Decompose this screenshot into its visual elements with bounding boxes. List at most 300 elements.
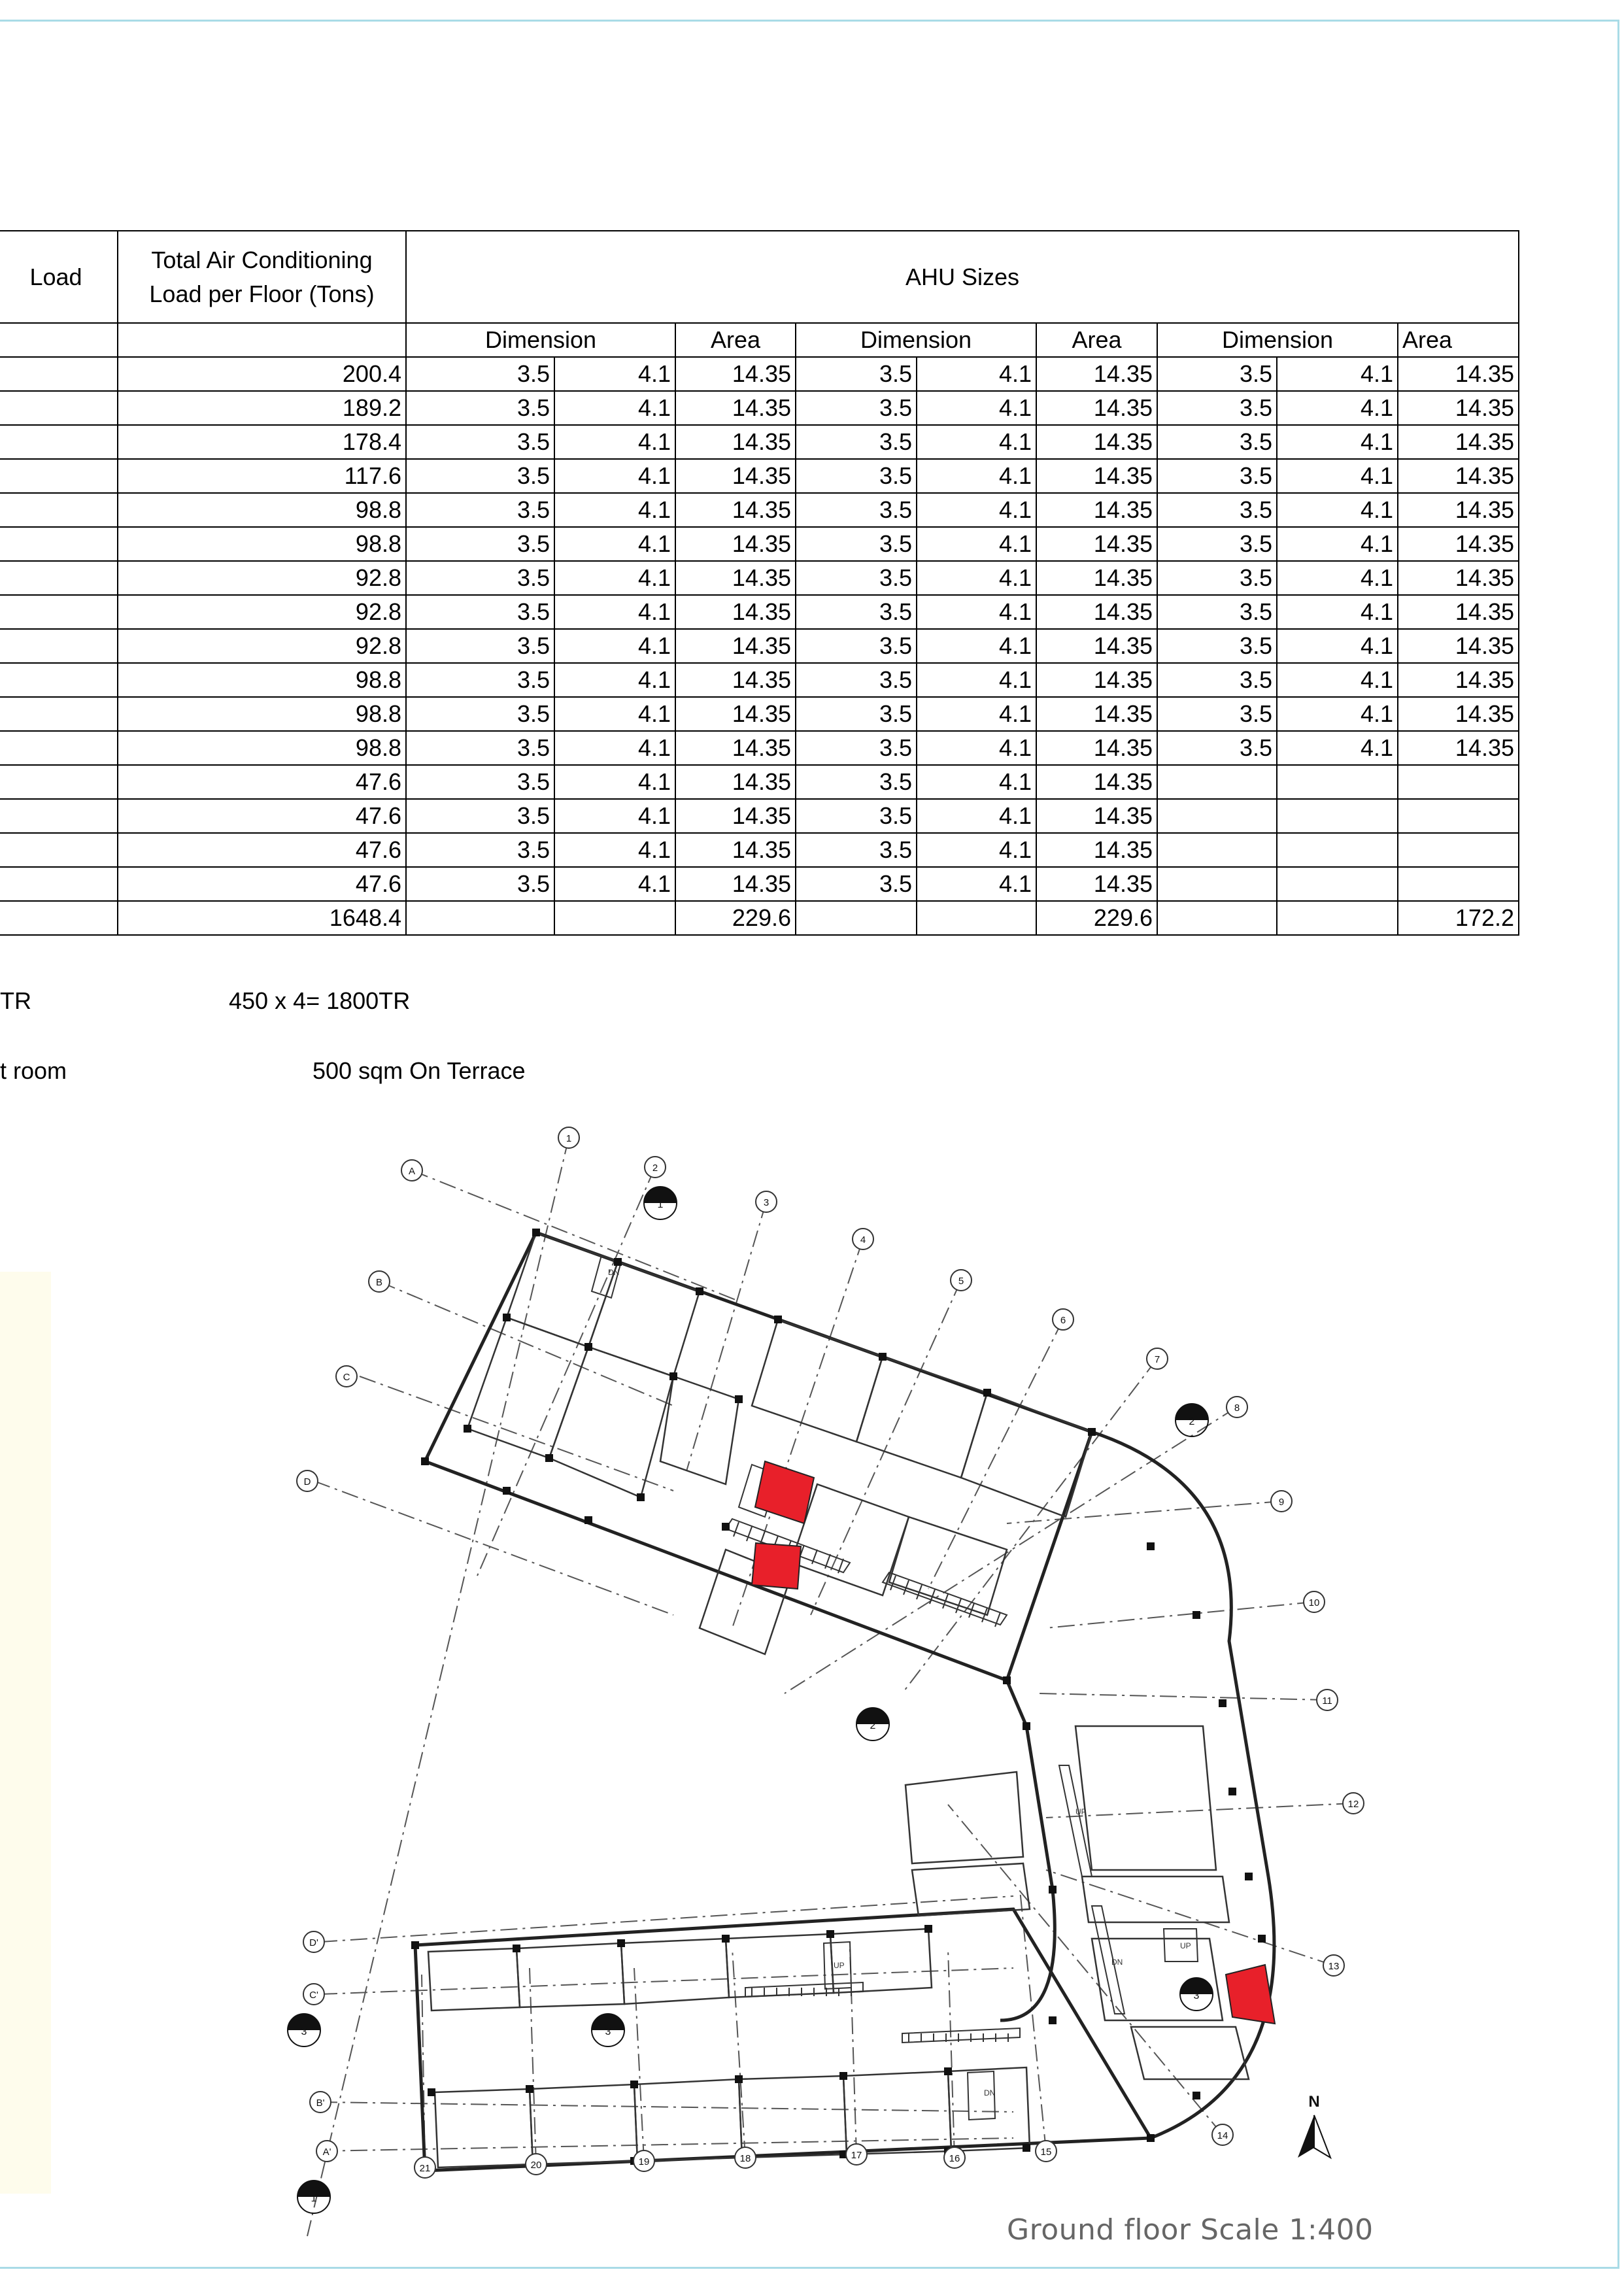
table-cell: 3.5: [796, 425, 917, 459]
column: [826, 1930, 834, 1938]
table-cell: 3.5: [796, 799, 917, 833]
table-cell: 47.6: [118, 833, 406, 867]
stair-label: UP: [834, 1961, 845, 1970]
grid-bubble-label: A': [322, 2147, 331, 2158]
grid-bubble-label: 20: [530, 2160, 542, 2171]
table-cell: 3.5: [406, 799, 554, 833]
ahu-room: [1226, 1965, 1275, 2024]
table-row: [0, 867, 1519, 901]
table-cell: 3.5: [406, 493, 554, 527]
table-cell: [1277, 765, 1398, 799]
table-cell: 4.1: [917, 765, 1036, 799]
table-cell: 4.1: [554, 527, 675, 561]
row-load-cell: [0, 425, 118, 459]
total-cell: [917, 901, 1036, 935]
table-cell: 3.5: [1157, 425, 1277, 459]
table-cell: [1157, 867, 1277, 901]
table-cell: 4.1: [554, 765, 675, 799]
column: [1147, 1542, 1155, 1550]
grid-bubble-label: 14: [1217, 2130, 1228, 2141]
table-cell: 14.35: [1398, 595, 1519, 629]
subheader-cell: Dimension: [796, 323, 1036, 357]
row-load-cell: [0, 595, 118, 629]
grid-line-5: [811, 1280, 961, 1615]
room: [961, 1393, 1092, 1517]
grid-line-letter: [412, 1170, 739, 1301]
table-cell: 14.35: [1036, 561, 1157, 595]
grid-line-9: [1007, 1501, 1281, 1523]
table-cell: 3.5: [1157, 731, 1277, 765]
table-cell: [1157, 765, 1277, 799]
table-cell: 14.35: [675, 595, 796, 629]
table-cell: 4.1: [917, 799, 1036, 833]
table-cell: 3.5: [406, 629, 554, 663]
escalator: [902, 2028, 1020, 2043]
grid-line-letter: [320, 1896, 1013, 1942]
table-cell: 4.1: [917, 595, 1036, 629]
grid-bubble-label: 13: [1328, 1961, 1340, 1972]
table-cell: 14.35: [1036, 357, 1157, 391]
table-subheader-row: [0, 323, 1519, 357]
column: [545, 1454, 553, 1462]
grid-bubble-label: 3: [763, 1197, 770, 1208]
table-cell: 3.5: [406, 391, 554, 425]
grid-bubble-label: 15: [1040, 2147, 1052, 2158]
column: [983, 1389, 991, 1397]
header-ahu-sizes: AHU Sizes: [406, 231, 1519, 323]
table-cell: 4.1: [554, 357, 675, 391]
table-cell: 3.5: [796, 391, 917, 425]
table-cell: 3.5: [406, 697, 554, 731]
grid-bubble-label: 9: [1278, 1497, 1285, 1508]
table-cell: 14.35: [675, 391, 796, 425]
table-cell: 4.1: [917, 629, 1036, 663]
grid-line-14: [948, 1805, 1223, 2135]
table-row: [0, 765, 1519, 799]
upper-wing-wall: [425, 1232, 1092, 1680]
table-cell: 4.1: [1277, 493, 1398, 527]
grid-bubble-label: D': [309, 1937, 318, 1948]
table-cell: 14.35: [675, 629, 796, 663]
table-cell: 3.5: [406, 459, 554, 493]
column: [1023, 2144, 1030, 2152]
table-cell: 4.1: [917, 731, 1036, 765]
table-cell: 98.8: [118, 697, 406, 731]
row-load-cell: [0, 629, 118, 663]
column: [722, 1935, 730, 1943]
room: [530, 2084, 637, 2164]
table-cell: 14.35: [1036, 765, 1157, 799]
grid-line-12: [1046, 1803, 1353, 1818]
table-cell: 200.4: [118, 357, 406, 391]
stair-label: DN: [1111, 1958, 1123, 1967]
grid-bubble-label: D: [303, 1476, 311, 1487]
row-load-cell: [0, 459, 118, 493]
table-cell: 4.1: [554, 629, 675, 663]
table-cell: 3.5: [1157, 561, 1277, 595]
table-cell: 3.5: [406, 357, 554, 391]
total-cell: 229.6: [675, 901, 796, 935]
table-cell: [1157, 799, 1277, 833]
north-arrow-icon: [1298, 2115, 1314, 2158]
column: [584, 1343, 592, 1351]
table-cell: 3.5: [406, 765, 554, 799]
column: [1193, 1611, 1200, 1619]
table-cell: 4.1: [1277, 391, 1398, 425]
column: [411, 1941, 419, 1949]
section-marker-label: 2: [870, 1720, 876, 1731]
table-cell: 4.1: [917, 391, 1036, 425]
table-cell: 3.5: [406, 527, 554, 561]
table-cell: 14.35: [675, 765, 796, 799]
table-cell: 4.1: [1277, 561, 1398, 595]
ahu-room: [755, 1461, 814, 1523]
total-cell: 229.6: [1036, 901, 1157, 935]
table-row: [0, 561, 1519, 595]
table-cell: 3.5: [406, 731, 554, 765]
table-cell: 14.35: [1036, 833, 1157, 867]
table-cell: 4.1: [554, 697, 675, 731]
table-cell: 4.1: [917, 867, 1036, 901]
table-cell: 3.5: [796, 867, 917, 901]
table-cell: 14.35: [675, 459, 796, 493]
row-load-cell: [0, 561, 118, 595]
grid-bubble-label: C': [309, 1990, 318, 2001]
room: [435, 2089, 533, 2167]
table-cell: 14.35: [675, 799, 796, 833]
table-row: [0, 595, 1519, 629]
table-cell: 3.5: [406, 833, 554, 867]
room: [516, 1943, 624, 2007]
table-cell: 14.35: [1036, 663, 1157, 697]
table-cell: 92.8: [118, 561, 406, 595]
grid-line-11: [1040, 1693, 1327, 1700]
column: [735, 2075, 743, 2083]
column: [1258, 1935, 1266, 1943]
column: [637, 1493, 645, 1501]
table-cell: 14.35: [1398, 493, 1519, 527]
row-load-cell: [0, 731, 118, 765]
grid-line-letter: [379, 1282, 673, 1406]
column: [774, 1316, 782, 1323]
table-cell: 3.5: [796, 595, 917, 629]
table-cell: 3.5: [796, 697, 917, 731]
table-cell: 14.35: [1398, 731, 1519, 765]
table-cell: 4.1: [917, 561, 1036, 595]
grid-bubble-label: 2: [652, 1163, 658, 1174]
side-panel: [0, 1272, 51, 2194]
grid-line-letter: [320, 1968, 1013, 1994]
table-cell: 14.35: [675, 867, 796, 901]
table-cell: 3.5: [406, 425, 554, 459]
table-cell: 14.35: [675, 731, 796, 765]
table-row: [0, 663, 1519, 697]
note-line2-left: t room: [0, 1057, 67, 1084]
column: [630, 2081, 638, 2088]
column: [696, 1287, 703, 1295]
grid-bubble-label: 5: [958, 1276, 964, 1287]
column: [1049, 1886, 1057, 1894]
room: [889, 1517, 1007, 1615]
table-cell: 4.1: [554, 493, 675, 527]
column: [1228, 1788, 1236, 1795]
table-cell: 3.5: [1157, 595, 1277, 629]
table-cell: 98.8: [118, 527, 406, 561]
room: [843, 2071, 951, 2154]
column: [1049, 2016, 1057, 2024]
total-load-cell: [0, 901, 118, 935]
header-total-load-text: Total Air Conditioning Load per Floor (Tons): [149, 246, 375, 307]
table-cell: 47.6: [118, 765, 406, 799]
grid-bubble-label: 12: [1347, 1799, 1359, 1810]
escalator-step: [747, 1527, 752, 1541]
column: [1088, 1428, 1096, 1436]
room: [1131, 2027, 1249, 2079]
table-cell: 189.2: [118, 391, 406, 425]
column: [924, 1925, 932, 1933]
header-load: Load: [0, 231, 118, 323]
room: [856, 1357, 987, 1478]
grid-bubble-label: 18: [739, 2153, 751, 2164]
ahu-room: [752, 1543, 801, 1589]
curved-outer-wall: [1092, 1432, 1274, 2138]
column: [421, 1457, 429, 1465]
room: [621, 1939, 729, 2004]
table-row: [0, 697, 1519, 731]
table-cell: 4.1: [917, 425, 1036, 459]
column: [532, 1229, 540, 1236]
escalator-step: [734, 1522, 739, 1537]
north-arrow-outline: [1314, 2115, 1330, 2158]
table-row: [0, 493, 1519, 527]
table-cell: 4.1: [917, 527, 1036, 561]
table-cell: 14.35: [675, 527, 796, 561]
table-cell: 3.5: [796, 663, 917, 697]
table-cell: 14.35: [1036, 391, 1157, 425]
table-cell: 3.5: [406, 663, 554, 697]
table-cell: 14.35: [1036, 629, 1157, 663]
note-line2-right: 500 sqm On Terrace: [313, 1057, 526, 1084]
table-cell: 4.1: [1277, 629, 1398, 663]
room: [428, 1948, 520, 2011]
total-cell: [1277, 901, 1398, 935]
table-cell: 3.5: [796, 765, 917, 799]
room: [726, 1934, 834, 1997]
table-cell: 14.35: [675, 697, 796, 731]
total-cell: [796, 901, 917, 935]
room: [1075, 1726, 1216, 1870]
table-cell: 14.35: [1398, 357, 1519, 391]
table-cell: [1398, 867, 1519, 901]
table-cell: 4.1: [554, 595, 675, 629]
table-row: [0, 833, 1519, 867]
column: [513, 1945, 520, 1952]
note-line1-left: TR: [0, 987, 31, 1014]
subheader-cell: Dimension: [1157, 323, 1398, 357]
column: [1147, 2134, 1155, 2142]
table-cell: 4.1: [554, 561, 675, 595]
table-cell: 92.8: [118, 595, 406, 629]
table-cell: 3.5: [406, 561, 554, 595]
table-cell: 4.1: [554, 425, 675, 459]
grid-line-16: [948, 1948, 955, 2158]
table-cell: 92.8: [118, 629, 406, 663]
column: [584, 1516, 592, 1524]
table-cell: 4.1: [554, 391, 675, 425]
table-cell: 3.5: [796, 731, 917, 765]
table-cell: 4.1: [554, 867, 675, 901]
subheader-cell: Area: [1036, 323, 1157, 357]
column: [669, 1372, 677, 1380]
section-marker-label: 3: [1193, 1990, 1200, 2001]
table-cell: 3.5: [796, 493, 917, 527]
table-cell: 14.35: [675, 561, 796, 595]
stair-label: DN: [984, 2088, 996, 2098]
table-cell: [1398, 765, 1519, 799]
table-header-row: [0, 231, 1519, 323]
table-cell: 14.35: [1398, 391, 1519, 425]
table-cell: 14.35: [675, 425, 796, 459]
room: [905, 1772, 1023, 1863]
grid-bubble-label: 10: [1308, 1597, 1320, 1608]
table-cell: 4.1: [1277, 731, 1398, 765]
grid-bubble-label: 17: [851, 2150, 862, 2161]
column: [839, 2072, 847, 2080]
room: [739, 2076, 847, 2158]
grid-bubble-label: 16: [949, 2153, 960, 2164]
grid-bubble-label: 19: [638, 2156, 650, 2167]
room: [752, 1319, 883, 1442]
table-cell: 14.35: [1036, 493, 1157, 527]
table-row: [0, 357, 1519, 391]
table-cell: [1277, 833, 1398, 867]
grid-line-1: [307, 1138, 569, 2236]
table-cell: 117.6: [118, 459, 406, 493]
row-load-cell: [0, 527, 118, 561]
grid-line-18: [732, 1948, 745, 2158]
table-cell: 4.1: [917, 357, 1036, 391]
table-cell: 4.1: [1277, 595, 1398, 629]
column: [735, 1395, 743, 1403]
column: [722, 1523, 730, 1531]
table-row: [0, 731, 1519, 765]
column: [526, 2085, 533, 2093]
grid-bubble-label: B: [375, 1277, 383, 1288]
table-cell: 4.1: [554, 459, 675, 493]
table-cell: 14.35: [1036, 425, 1157, 459]
row-load-cell: [0, 765, 118, 799]
grid-bubble-label: C: [343, 1372, 350, 1383]
table-cell: 3.5: [796, 629, 917, 663]
grid-line-3: [686, 1202, 766, 1471]
total-cell: 172.2: [1398, 901, 1519, 935]
table-cell: 3.5: [796, 833, 917, 867]
row-load-cell: [0, 867, 118, 901]
table-row: [0, 425, 1519, 459]
table-cell: 3.5: [406, 867, 554, 901]
column: [614, 1258, 622, 1266]
grid-line-6: [928, 1319, 1063, 1589]
table-cell: 14.35: [675, 833, 796, 867]
grid-bubble-label: 8: [1234, 1402, 1240, 1414]
escalator: [745, 1982, 863, 1997]
table-row: [0, 391, 1519, 425]
table-cell: 14.35: [1398, 663, 1519, 697]
table-cell: 98.8: [118, 663, 406, 697]
grid-bubble-label: 1: [566, 1133, 572, 1144]
column: [503, 1314, 511, 1321]
table-cell: 14.35: [1036, 459, 1157, 493]
table-cell: 4.1: [554, 799, 675, 833]
row-load-cell: [0, 833, 118, 867]
table-cell: 14.35: [675, 357, 796, 391]
table-cell: [1398, 799, 1519, 833]
room: [588, 1262, 700, 1376]
table-cell: [1277, 867, 1398, 901]
row-load-cell: [0, 357, 118, 391]
total-cell: [554, 901, 675, 935]
table-cell: 4.1: [554, 731, 675, 765]
table-cell: [1398, 833, 1519, 867]
table-cell: 4.1: [1277, 527, 1398, 561]
table-cell: 14.35: [1036, 731, 1157, 765]
column: [1193, 2092, 1200, 2099]
table-cell: 3.5: [1157, 493, 1277, 527]
table-cell: 14.35: [1398, 697, 1519, 731]
table-cell: 14.35: [675, 663, 796, 697]
table-cell: 4.1: [917, 459, 1036, 493]
table-cell: 14.35: [1398, 527, 1519, 561]
table-cell: 3.5: [796, 561, 917, 595]
table-total-row: [0, 901, 1519, 935]
plan-caption: Ground floor Scale 1:400: [1007, 2213, 1374, 2247]
table-cell: 4.1: [554, 663, 675, 697]
table-cell: 47.6: [118, 799, 406, 833]
section-marker-label: 3: [605, 2026, 611, 2037]
table-cell: 14.35: [1398, 561, 1519, 595]
subheader-empty: [118, 323, 406, 357]
note-line1-right: 450 x 4= 1800TR: [229, 987, 411, 1014]
total-cell: 1648.4: [118, 901, 406, 935]
table-cell: 3.5: [796, 459, 917, 493]
table-cell: 14.35: [1036, 799, 1157, 833]
grid-line-13: [1046, 1870, 1334, 1965]
row-load-cell: [0, 391, 118, 425]
column: [428, 2088, 435, 2096]
room: [660, 1376, 739, 1484]
grid-bubble-label: 21: [419, 2163, 431, 2174]
table-cell: 3.5: [796, 357, 917, 391]
section-marker-label: 1: [311, 2193, 317, 2204]
column: [1023, 1722, 1030, 1730]
section-marker-label: 3: [301, 2026, 307, 2037]
table-cell: 3.5: [1157, 629, 1277, 663]
header-total-load: [118, 231, 406, 323]
table-cell: 98.8: [118, 731, 406, 765]
row-load-cell: [0, 663, 118, 697]
ahu-sizes-table: [0, 230, 1519, 936]
table-cell: 4.1: [1277, 425, 1398, 459]
table-cell: [1157, 833, 1277, 867]
table-cell: 3.5: [1157, 459, 1277, 493]
table-cell: 3.5: [1157, 391, 1277, 425]
stair-label: UP: [1180, 1941, 1191, 1950]
table-row: [0, 459, 1519, 493]
row-load-cell: [0, 799, 118, 833]
section-marker-label: 1: [657, 1199, 664, 1210]
section-marker-label: 2: [1189, 1416, 1195, 1427]
table-cell: 14.35: [1398, 459, 1519, 493]
